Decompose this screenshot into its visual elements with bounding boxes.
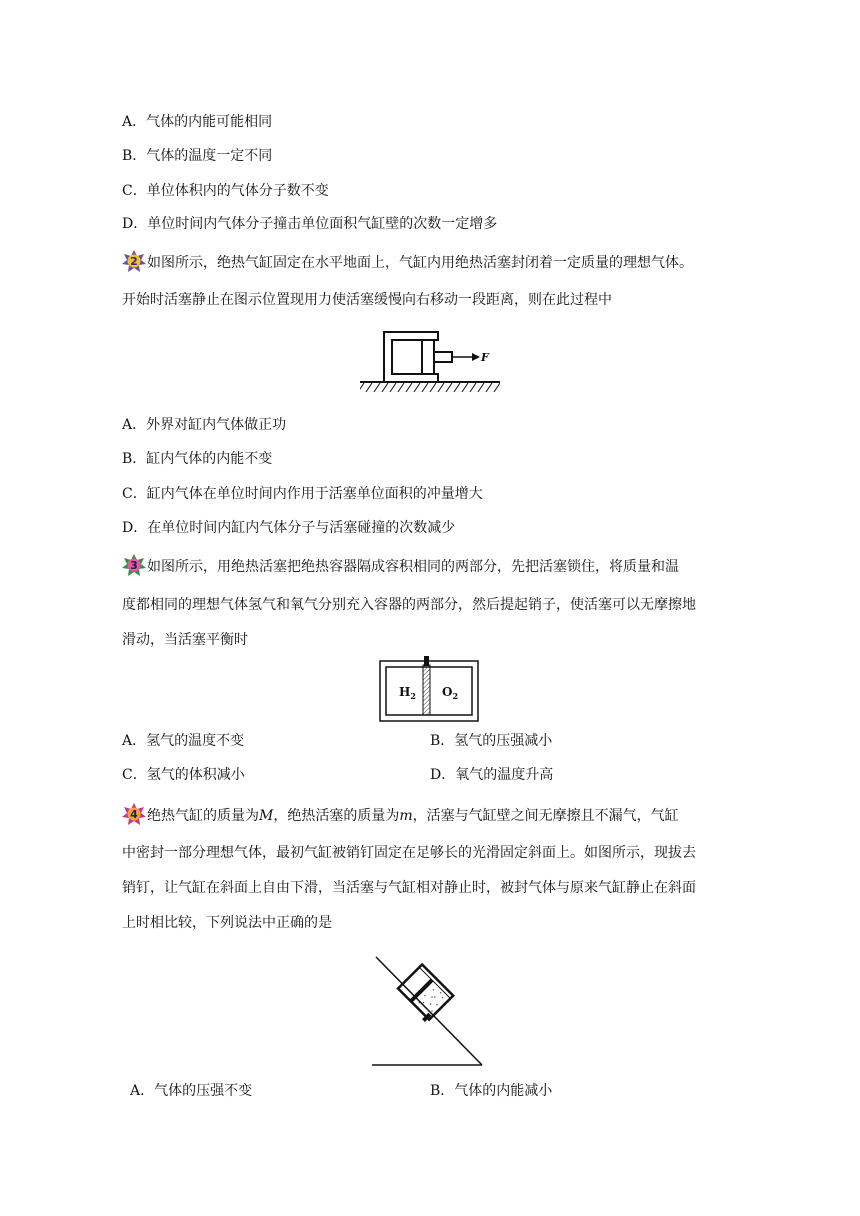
svg-text:3: 3 xyxy=(130,559,138,572)
q1-option-a: A．气体的内能可能相同 xyxy=(122,114,273,130)
question-number-badge-4 xyxy=(122,803,146,825)
o2-subscript: 2 xyxy=(452,691,459,701)
q4-stem-line4: 上时相比较，下列说法中正确的是 xyxy=(122,915,332,931)
q4-stem-line2: 中密封一部分理想气体，最初气缸被销钉固定在足够长的光滑固定斜面上。如图所示，现拔去 xyxy=(122,845,696,861)
q2-stem-text: 如图所示，绝热气缸固定在水平地面上，气缸内用绝热活塞封闭着一定质量的理想气体。 xyxy=(147,255,693,271)
q1-option-b: B．气体的温度一定不同 xyxy=(122,148,273,164)
h2-subscript: 2 xyxy=(410,691,416,701)
q2-stem-line1 xyxy=(122,250,693,273)
q3-stem-text: 如图所示，用绝热活塞把绝热容器隔成容积相同的两部分，先把活塞锁住，将质量和温 xyxy=(147,559,679,575)
svg-text:O2 xyxy=(442,685,458,701)
q3-stem-line1 xyxy=(122,554,679,577)
q4-option-a: A．气体的压强不变 xyxy=(130,1083,253,1099)
question-number-badge-3 xyxy=(122,554,146,576)
q4-stem-a: 绝热气缸的质量为 xyxy=(147,808,259,824)
force-label: F xyxy=(481,351,489,364)
q3-option-b: B．氢气的压强减小 xyxy=(430,733,553,749)
q4-stem-c: ，活塞与气缸壁之间无摩擦且不漏气，气缸 xyxy=(412,808,679,824)
q3-stem-line2: 度都相同的理想气体氢气和氧气分别充入容器的两部分，然后提起销子，使活塞可以无摩擦地 xyxy=(122,597,696,613)
q3-option-d: D．氧气的温度升高 xyxy=(430,767,554,783)
q2-option-c: C．缸内气体在单位时间内作用于活塞单位面积的冲量增大 xyxy=(122,486,483,502)
q4-var-m: m xyxy=(399,808,413,824)
svg-text:2: 2 xyxy=(130,255,138,268)
q3-stem-line3: 滑动，当活塞平衡时 xyxy=(122,632,248,648)
svg-text:H2 xyxy=(399,685,416,701)
q4-var-M: M xyxy=(259,808,274,824)
q1-option-c: C．单位体积内的气体分子数不变 xyxy=(122,183,329,199)
q2-option-d: D．在单位时间内缸内气体分子与活塞碰撞的次数减少 xyxy=(122,520,456,536)
q3-option-a: A．氢气的温度不变 xyxy=(122,733,245,749)
q2-stem-line2: 开始时活塞静止在图示位置现用力使活塞缓慢向右移动一段距离，则在此过程中 xyxy=(122,292,612,308)
q4-option-b: B．气体的内能减小 xyxy=(430,1083,553,1099)
o2-label: O xyxy=(442,685,453,699)
q2-option-b: B．缸内气体的内能不变 xyxy=(122,451,273,467)
q2-figure-cylinder xyxy=(360,326,500,398)
q4-stem-line3: 销钉，让气缸在斜面上自由下滑，当活塞与气缸相对静止时，被封气体与原来气缸静止在斜面 xyxy=(122,880,696,896)
q1-option-d: D．单位时间内气体分子撞击单位面积气缸壁的次数一定增多 xyxy=(122,216,498,232)
question-number-badge-2 xyxy=(122,250,146,272)
h2-label: H xyxy=(399,685,411,699)
q4-stem-b: ，绝热活塞的质量为 xyxy=(273,808,400,824)
q3-option-c: C．氢气的体积减小 xyxy=(122,767,245,783)
svg-text:4: 4 xyxy=(130,808,138,821)
q4-figure-incline xyxy=(370,945,486,1069)
q3-figure-container xyxy=(379,656,479,722)
q2-option-a: A．外界对缸内气体做正功 xyxy=(122,417,287,433)
q4-stem-line1 xyxy=(122,803,679,826)
